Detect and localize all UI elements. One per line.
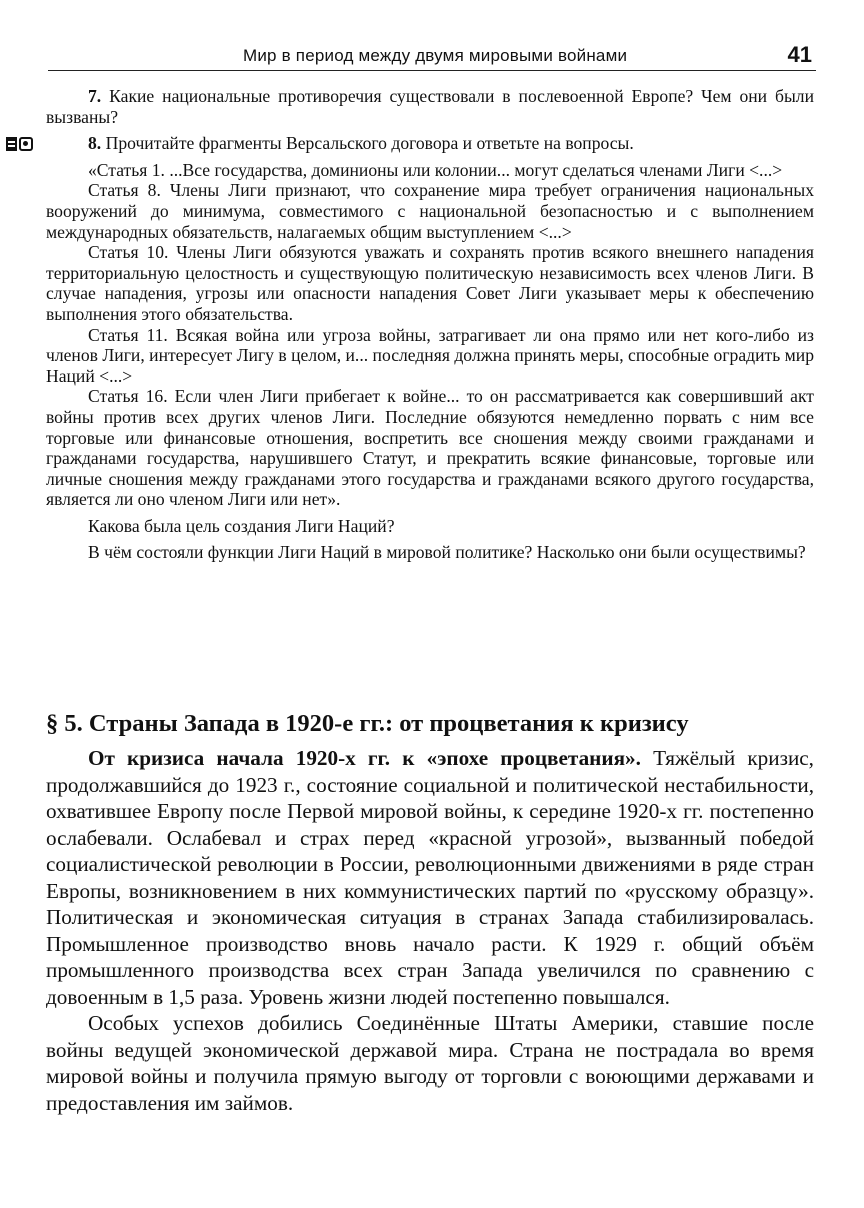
page-number: 41 <box>787 42 812 67</box>
disk-icon <box>19 137 33 151</box>
treaty-article-10: Статья 10. Члены Лиги обязуются уважать и сохранять против всякого внешнего нападения территориальную целостность и существующую политическую независимость всех членов Лиги. В случае нападения, угрозы или опасности нападения Совет Лиги указывает меры к обеспечению выполнения этого обязательства. <box>46 242 814 324</box>
treaty-question-a: Какова была цель создания Лиги Наций? <box>88 515 395 536</box>
section-paragraph-2: Особых успехов добились Соединённые Штаты Америки, ставшие после войны ведущей экономической державой мира. Страна не пострадала во время мировой войны и получила прямую выгоду от торговли с воюющими державами и предоставления им займов. <box>46 1011 814 1115</box>
question-7 <box>46 86 814 127</box>
section-body <box>46 745 814 1116</box>
question-8-number: 8. <box>88 133 102 154</box>
running-header <box>48 42 816 71</box>
section-title: § 5. Страны Запада в 1920-е гг.: от процветания к кризису <box>46 710 689 737</box>
paragraph-1-text: Тяжёлый кризис, продолжавшийся до 1923 г., состояние социальной и политической нестабильности, охватившее Европу после Первой мировой войны, к середине 1920-х гг. постепенно ослабевали. Ослабевал и страх перед «красной угрозой», вызванный победой социалистической революции в России, революционными движениями в ряде стран Европы, возникновением в них коммунистических партий по «русскому образцу». Политическая и экономическая ситуация в странах Запада стабилизировалась. Промышленное производство вновь начало расти. К 1929 г. общий объём промышленного производства всех стран Запада увеличился по сравнению с довоенным в 1,5 раза. Уровень жизни людей постепенно повышался. <box>46 746 814 1009</box>
electronic-supplement-icon <box>6 136 36 152</box>
document-lines-icon <box>6 137 17 151</box>
treaty-article-11: Статья 11. Всякая война или угроза войны, затрагивает ли она прямо или нет кого-либо из членов Лиги, интересует Лигу в целом, и... последняя должна принять меры, способные оградить мир Наций <...> <box>46 324 814 386</box>
question-7-text: Какие национальные противоречия существовали в послевоенной Европе? Чем они были вызваны? <box>46 86 814 127</box>
section-paragraph-1 <box>46 745 814 1010</box>
treaty-article-1: «Статья 1. ...Все государства, доминионы или колонии... могут сделаться членами Лиги <...> <box>88 159 783 180</box>
question-8 <box>46 133 814 154</box>
treaty-article-8: Статья 8. Члены Лиги признают, что сохранение мира требует ограничения национальных вооружений до минимума, совместимого с национальной безопасностью и с выполнением международных обязательств, налагаемых общим выступлением <...> <box>46 180 814 242</box>
questions-block <box>46 86 814 569</box>
paragraph-lead: От кризиса начала 1920-х гг. к «эпохе процветания». <box>88 746 641 770</box>
question-7-number: 7. <box>88 86 102 106</box>
treaty-question-b: В чём состояли функции Лиги Наций в мировой политике? Насколько они были осуществимы? <box>88 542 806 563</box>
running-header-title: Мир в период между двумя мировыми войнами <box>243 46 628 65</box>
question-8-text: Прочитайте фрагменты Версальского договора и ответьте на вопросы. <box>105 133 634 154</box>
treaty-article-16: Статья 16. Если член Лиги прибегает к войне... то он рассматривается как совершивший акт войны против всех других членов Лиги. Последние обязуются немедленно порвать с ним все торговые или финансовые отношения, воспретить все сношения между своими гражданами и гражданами государства, нарушившего Статут, и прекратить всякие финансовые, торговые или личные сношения между гражданами этого государства и гражданами всякого другого государства, является ли оно членом Лиги или нет». <box>46 386 814 510</box>
